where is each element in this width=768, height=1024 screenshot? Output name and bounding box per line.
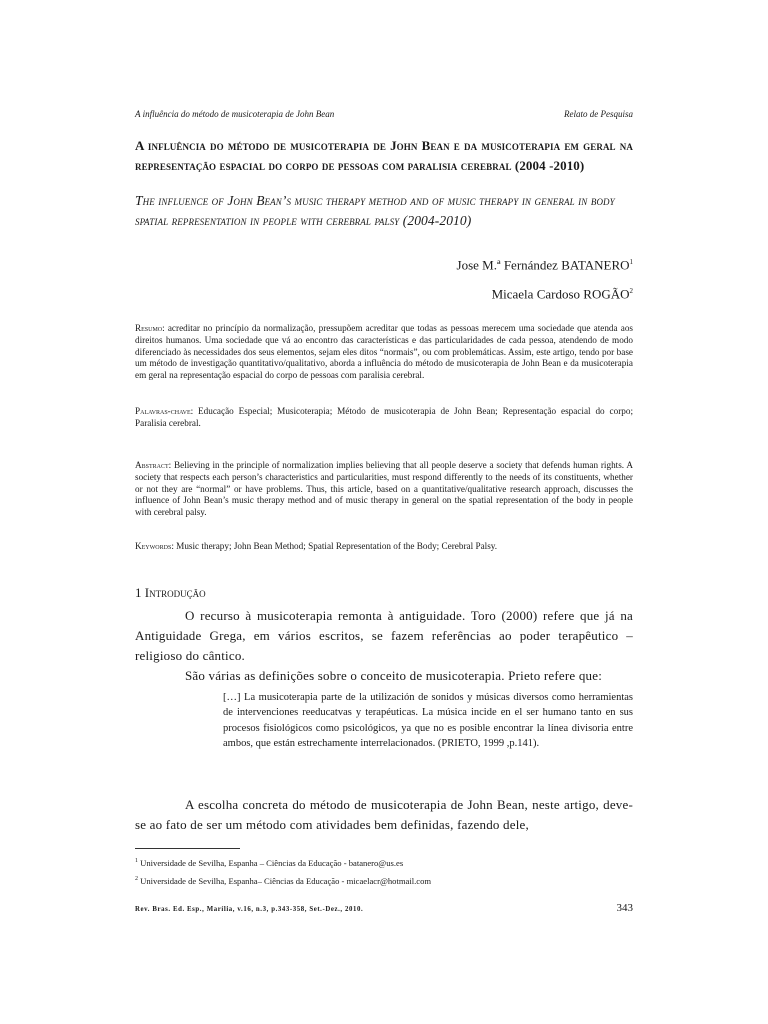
author-1	[457, 249, 633, 278]
running-footer	[135, 902, 633, 914]
footnote-mark[interactable]: 2	[629, 287, 633, 296]
journal-citation: Rev. Bras. Ed. Esp., Marília, v.16, n.3, p.343-358, Set.-Dez., 2010.	[135, 906, 364, 913]
footnote-1	[135, 853, 633, 871]
palavras-chave-paragraph	[135, 406, 633, 430]
page-number: 343	[616, 902, 633, 914]
block-quote: […] La musicoterapia parte de la utilización de sonidos y músicas diversos como herramientas de intervenciones reeducatvas y terapéuticas. La música incide en el ser humano tanto en sus procesos fisiológicos como psicológicos, ya que no es posible encontrar la línea divisoria entre ambos, que están estrechamente interrelacionados. (PRIETO, 1999 ,p.141).	[223, 692, 633, 750]
author-name: Jose M.ª Fernández BATANERO	[456, 257, 630, 273]
running-header-section: Relato de Pesquisa	[564, 109, 633, 119]
footnote-divider	[135, 848, 240, 849]
resumo-text: : acreditar no princípio da normalização, pressupõem acreditar que todas as pessoas merecem uma sociedade que atenda aos direitos humanos. Uma sociedade que vá ao encontro das características e das particularidades de cada pessoa, atendendo de modo diferenciado às necessidades dos seus elementos, sejam eles ditos “normais”, ou com problemáticas. Assim, este artigo, tendo por base um método de investigação quantitativo/qualitativo, aborda a influência do método de musicoterapia de John Bean e da musicoterapia em geral na representação espacial do corpo de pessoas com paralisia cerebral.	[135, 323, 633, 381]
keywords-text: : Music therapy; John Bean Method; Spatial Representation of the Body; Cerebral Palsy.	[171, 541, 498, 551]
footnote-mark: 1	[135, 858, 138, 864]
footnote-text: Universidade de Sevilha, Espanha– Ciências da Educação - micaelacr@hotmail.com	[140, 875, 432, 886]
footnote-2	[135, 871, 633, 889]
resumo-paragraph	[135, 323, 633, 382]
running-header-title: A influência do método de musicoterapia de John Bean	[135, 109, 335, 119]
section-heading	[135, 585, 206, 601]
section-title: Introdução	[144, 585, 206, 600]
keywords-label: Keywords	[135, 541, 172, 551]
palavras-chave-text: : Educação Especial; Musicoterapia; Método de musicoterapia de John Bean; Representação espacial do corpo; Paralisia cerebral.	[135, 406, 633, 428]
resumo-label: Resumo	[135, 323, 163, 333]
footnote-mark[interactable]: 1	[629, 258, 633, 266]
author-name: Micaela Cardoso ROGÃO	[491, 286, 630, 302]
body-paragraph-2: São várias as definições sobre o conceito de musicoterapia. Prieto refere que:	[185, 668, 603, 683]
abstract-label: Abstract	[135, 460, 169, 470]
footnote-mark: 2	[135, 875, 138, 882]
palavras-chave-label: Palavras-chave	[135, 406, 191, 416]
keywords-paragraph	[135, 541, 633, 553]
article-title-portuguese: A influência do método de musicoterapia de John Bean e da musicoterapia em geral na representação espacial do corpo de pessoas com paralisia cerebral (2004 -2010)	[135, 138, 633, 173]
section-number: 1	[135, 585, 142, 600]
author-2	[457, 278, 633, 307]
abstract-paragraph	[135, 460, 633, 519]
body-paragraph-1: O recurso à musicoterapia remonta à antiguidade. Toro (2000) refere que já na Antiguidade Grega, em vários escritos, se fazem referências ao poder terapêutico – religioso do cântico.	[135, 608, 633, 663]
footnotes	[135, 853, 633, 889]
body-paragraph-3: A escolha concreta do método de musicoterapia de John Bean, neste artigo, deve-se ao fato de ser um método com atividades bem definidas, fazendo dele,	[135, 797, 633, 832]
abstract-text: : Believing in the principle of normalization implies believing that all people deserve a society that defends human rights. A society that respects each person’s characteristics and particularities, must respond differently to the needs of its constituents, whether or not they are “normal” or have problems. Thus, this article, based on a quantitative/qualitative research approach, discusses the influence of John Bean’s music therapy method and of music therapy in general on the spatial representation of the body in people with cerebral palsy.	[135, 460, 633, 518]
footnote-text: Universidade de Sevilha, Espanha – Ciências da Educação - batanero@us.es	[140, 857, 404, 868]
author-list	[457, 249, 633, 308]
running-header	[135, 109, 633, 119]
article-title-english: The influence of John Bean’s music therapy method and of music therapy in general in body spatial representation in people with cerebral palsy (2004-2010)	[135, 193, 615, 228]
